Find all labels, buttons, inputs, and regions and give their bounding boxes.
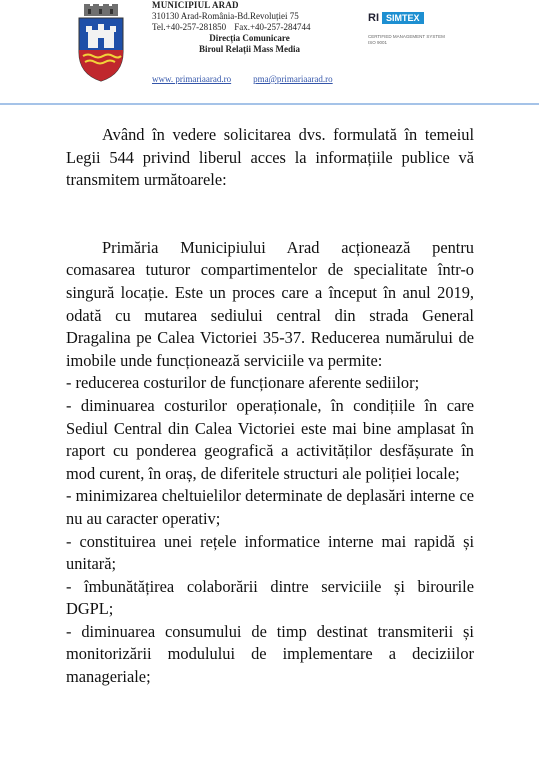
website-link[interactable]: www. primariaarad.ro xyxy=(152,74,232,84)
cert-brand-row xyxy=(368,12,424,24)
letterhead-text xyxy=(152,0,367,55)
address: 310130 Arad-România-Bd.Revoluției 75 xyxy=(152,11,299,21)
list-item: - îmbunătățirea colaborării dintre serviciile și birourile DGPL; xyxy=(66,576,474,619)
cert-brand: SIMTEX xyxy=(382,12,424,24)
cert-subtitle xyxy=(368,34,445,46)
intro-paragraph: Având în vedere solicitarea dvs. formulată în temeiul Legii 544 privind liberul acces la informațiile publice vă transmitem următoarele: xyxy=(66,125,474,190)
letter-body xyxy=(66,124,474,689)
list-item: - reducerea costurilor de funcționare aferente sediilor; xyxy=(66,373,420,393)
phone-fax-row xyxy=(152,22,367,33)
list-item: - diminuarea costurilor operaționale, în condițiile în care Sediul Central din Calea Victoriei este mai bine amplasat în raport cu ponderea geografică a activităților desfășurate în mod curent, în oraș, de diferitele structuri ale poliției locale; xyxy=(66,395,474,483)
cert-sub-line-2: ISO 9001 xyxy=(368,40,388,45)
list-item: - constituirea unei rețele informatice interne mai rapidă și unitară; xyxy=(66,531,474,574)
iso-certification-logo xyxy=(368,4,466,54)
cert-sub-line-1: CERTIFIED MANAGEMENT SYSTEM xyxy=(368,34,445,39)
header-divider xyxy=(0,103,539,105)
list-item: - diminuarea consumului de timp destinat transmiterii și monitorizării modulului de implementare a deciziilor manageriale; xyxy=(66,621,474,687)
office: Biroul Relații Mass Media xyxy=(198,44,301,54)
email-link[interactable]: pma@primariaarad.ro xyxy=(253,74,333,84)
phone: Tel.+40-257-281850 xyxy=(152,22,227,32)
contact-links xyxy=(152,74,333,84)
letterhead xyxy=(0,0,539,104)
fax: Fax.+40-257-284744 xyxy=(234,22,311,32)
department: Direcția Comunicare xyxy=(209,33,290,43)
main-paragraph: Primăria Municipiului Arad acționează pentru comasarea tuturor compartimentelor de specialitate într-o singură locație. Este un proces care a început în anul 2019, odată cu mutarea sediului central din strada General Dragalina pe Calea Victoriei 35-37. Reducerea numărului de imobile unde funcționează serviciile va permite: xyxy=(66,237,474,370)
list-item: - minimizarea cheltuielilor determinate de deplasări interne ce nu au caracter operativ; xyxy=(66,486,474,528)
city-coat-of-arms-icon xyxy=(74,4,128,82)
cert-prefix: RI xyxy=(368,12,379,24)
org-name: MUNICIPIUL ARAD xyxy=(152,0,239,10)
